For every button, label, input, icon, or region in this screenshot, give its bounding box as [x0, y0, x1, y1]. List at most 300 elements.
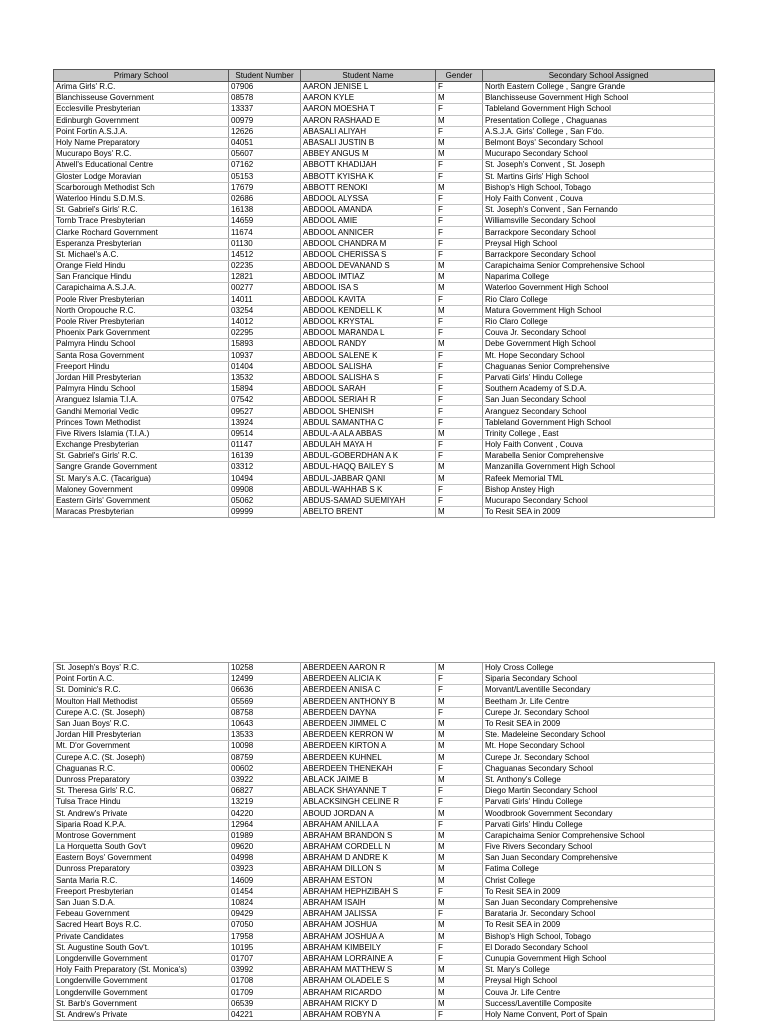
gender-cell: F [436, 1009, 483, 1020]
table-row [54, 663, 715, 674]
student-name-cell: ABDOOL AMANDA [301, 205, 436, 216]
student-number-cell: 10258 [229, 663, 301, 674]
gender-cell: M [436, 987, 483, 998]
student-number-cell: 13924 [229, 417, 301, 428]
student-number-cell: 03254 [229, 305, 301, 316]
table-row [54, 305, 715, 316]
student-number-cell: 13219 [229, 797, 301, 808]
table-row [54, 909, 715, 920]
primary-school-cell: St. Joseph's Boys' R.C. [54, 663, 229, 674]
primary-school-cell: Clarke Rochard Government [54, 227, 229, 238]
secondary-school-cell: Carapichaima Senior Comprehensive School [483, 830, 715, 841]
gender-cell: M [436, 696, 483, 707]
student-name-cell: ABDOOL KRYSTAL [301, 316, 436, 327]
gender-cell: F [436, 238, 483, 249]
student-number-cell: 10098 [229, 741, 301, 752]
student-number-cell: 05153 [229, 171, 301, 182]
primary-school-cell: Private Candidates [54, 931, 229, 942]
table-row [54, 864, 715, 875]
secondary-school-cell: Mucurapo Secondary School [483, 149, 715, 160]
gender-cell: M [436, 507, 483, 518]
table-row [54, 149, 715, 160]
primary-school-cell: Freeport Hindu [54, 361, 229, 372]
primary-school-cell: Five Rivers Islamia (T.I.A.) [54, 428, 229, 439]
student-name-cell: ABDOOL SARAH [301, 384, 436, 395]
primary-school-cell: Tulsa Trace Hindu [54, 797, 229, 808]
primary-school-cell: Ecclesville Presbyterian [54, 104, 229, 115]
primary-school-cell: Mucurapo Boys' R.C. [54, 149, 229, 160]
student-number-cell: 00979 [229, 115, 301, 126]
table-row [54, 830, 715, 841]
table-row [54, 160, 715, 171]
primary-school-cell: Gandhi Memorial Vedic [54, 406, 229, 417]
secondary-school-cell: Bishop Anstey High [483, 484, 715, 495]
table-row [54, 886, 715, 897]
secondary-school-cell: Holy Faith Convent , Couva [483, 193, 715, 204]
secondary-school-cell: Preysal High School [483, 976, 715, 987]
secondary-school-cell: Cunupia Government High School [483, 953, 715, 964]
gender-cell: M [436, 897, 483, 908]
student-name-cell: ABDOOL ANNICER [301, 227, 436, 238]
student-name-cell: ABLACK JAIME B [301, 774, 436, 785]
primary-school-cell: Edinburgh Government [54, 115, 229, 126]
table-row [54, 328, 715, 339]
student-number-cell: 03922 [229, 774, 301, 785]
table-row [54, 272, 715, 283]
header-secondary-school: Secondary School Assigned [483, 70, 715, 82]
table-row [54, 987, 715, 998]
primary-school-cell: Holy Faith Preparatory (St. Monica's) [54, 965, 229, 976]
gender-cell: F [436, 361, 483, 372]
secondary-school-cell: Parvati Girls' Hindu College [483, 819, 715, 830]
primary-school-cell: Arima Girls' R.C. [54, 82, 229, 93]
primary-school-cell: Carapichaima A.S.J.A. [54, 283, 229, 294]
primary-school-cell: Longdenville Government [54, 976, 229, 987]
table-row [54, 115, 715, 126]
primary-school-cell: Chaguanas R.C. [54, 763, 229, 774]
secondary-school-cell: Matura Government High School [483, 305, 715, 316]
gender-cell: F [436, 953, 483, 964]
primary-school-cell: St. Gabriel's Girls' R.C. [54, 451, 229, 462]
primary-school-cell: Blanchisseuse Government [54, 93, 229, 104]
table-row [54, 171, 715, 182]
student-number-cell: 10824 [229, 897, 301, 908]
table-row [54, 853, 715, 864]
student-number-cell: 08578 [229, 93, 301, 104]
student-number-cell: 06827 [229, 786, 301, 797]
student-number-cell: 02235 [229, 261, 301, 272]
table-row [54, 808, 715, 819]
student-number-cell: 10195 [229, 942, 301, 953]
primary-school-cell: North Oropouche R.C. [54, 305, 229, 316]
secondary-school-cell: Parvati Girls' Hindu College [483, 372, 715, 383]
table-row [54, 261, 715, 272]
student-number-cell: 07050 [229, 920, 301, 931]
student-number-cell: 15893 [229, 339, 301, 350]
secondary-school-cell: Bishop's High School, Tobago [483, 182, 715, 193]
gender-cell: M [436, 462, 483, 473]
primary-school-cell: Point Fortin A.S.J.A. [54, 126, 229, 137]
student-number-cell: 03992 [229, 965, 301, 976]
secondary-school-cell: Rio Claro College [483, 316, 715, 327]
table-row [54, 126, 715, 137]
student-number-cell: 13533 [229, 730, 301, 741]
table-row [54, 685, 715, 696]
student-number-cell: 07906 [229, 82, 301, 93]
secondary-school-cell: Diego Martin Secondary School [483, 786, 715, 797]
primary-school-cell: St. Augustine South Gov't. [54, 942, 229, 953]
student-number-cell: 01454 [229, 886, 301, 897]
primary-school-cell: St. Theresa Girls' R.C. [54, 786, 229, 797]
secondary-school-cell: Chaguanas Senior Comprehensive [483, 361, 715, 372]
gender-cell: F [436, 126, 483, 137]
secondary-school-cell: Couva Jr. Secondary School [483, 328, 715, 339]
student-number-cell: 09527 [229, 406, 301, 417]
secondary-school-cell: Carapichaima Senior Comprehensive School [483, 261, 715, 272]
student-name-cell: ABRAHAM ROBYN A [301, 1009, 436, 1020]
secondary-school-cell: To Resit SEA in 2009 [483, 507, 715, 518]
table-row [54, 82, 715, 93]
header-gender: Gender [436, 70, 483, 82]
student-name-cell: ABDOOL RANDY [301, 339, 436, 350]
primary-school-cell: Point Fortin A.C. [54, 674, 229, 685]
header-row [54, 70, 715, 82]
table-row [54, 875, 715, 886]
student-number-cell: 03312 [229, 462, 301, 473]
student-name-cell: ABLACK SHAYANNE T [301, 786, 436, 797]
table-row [54, 674, 715, 685]
gender-cell: F [436, 440, 483, 451]
primary-school-cell: St. Michael's A.C. [54, 249, 229, 260]
student-number-cell: 14512 [229, 249, 301, 260]
student-name-cell: ABERDEEN THENEKAH [301, 763, 436, 774]
student-name-cell: ABDOOL MARANDA L [301, 328, 436, 339]
student-name-cell: ABDOOL KAVITA [301, 294, 436, 305]
student-number-cell: 09999 [229, 507, 301, 518]
table-row [54, 440, 715, 451]
table-row [54, 283, 715, 294]
student-name-cell: ABDOOL CHERISSA S [301, 249, 436, 260]
gender-cell: F [436, 171, 483, 182]
table-row [54, 238, 715, 249]
secondary-school-cell: St. Mary's College [483, 965, 715, 976]
student-number-cell: 16139 [229, 451, 301, 462]
header-primary-school: Primary School [54, 70, 229, 82]
table-row [54, 193, 715, 204]
student-number-cell: 06636 [229, 685, 301, 696]
table-row [54, 417, 715, 428]
table-row [54, 372, 715, 383]
gender-cell: M [436, 261, 483, 272]
secondary-school-cell: Naparima College [483, 272, 715, 283]
table-row [54, 182, 715, 193]
primary-school-cell: Maloney Government [54, 484, 229, 495]
student-name-cell: ABRAHAM BRANDON S [301, 830, 436, 841]
secondary-school-cell: To Resit SEA in 2009 [483, 886, 715, 897]
gender-cell: F [436, 160, 483, 171]
student-name-cell: ABDOOL SALISHA [301, 361, 436, 372]
primary-school-cell: St. Dominic's R.C. [54, 685, 229, 696]
secondary-school-cell: Siparia Secondary School [483, 674, 715, 685]
student-name-cell: ABELTO BRENT [301, 507, 436, 518]
gender-cell: M [436, 182, 483, 193]
secondary-school-cell: Tableland Government High School [483, 104, 715, 115]
student-name-cell: ABRAHAM ESTON [301, 875, 436, 886]
table-row [54, 741, 715, 752]
secondary-school-cell: San Juan Secondary Comprehensive [483, 853, 715, 864]
student-number-cell: 02295 [229, 328, 301, 339]
gender-cell: F [436, 786, 483, 797]
table-row [54, 104, 715, 115]
secondary-school-cell: Parvati Girls' Hindu College [483, 797, 715, 808]
secondary-school-cell: Beetham Jr. Life Centre [483, 696, 715, 707]
student-number-cell: 04220 [229, 808, 301, 819]
student-number-cell: 12626 [229, 126, 301, 137]
gender-cell: F [436, 942, 483, 953]
secondary-school-cell: Holy Faith Convent , Couva [483, 440, 715, 451]
gender-cell: M [436, 864, 483, 875]
student-name-cell: ABERDEEN KIRTON A [301, 741, 436, 752]
primary-school-cell: Atwell's Educational Centre [54, 160, 229, 171]
secondary-school-cell: To Resit SEA in 2009 [483, 920, 715, 931]
gender-cell: M [436, 137, 483, 148]
student-number-cell: 10643 [229, 718, 301, 729]
primary-school-cell: St. Barb's Government [54, 998, 229, 1009]
student-name-cell: ABDOOL CHANDRA M [301, 238, 436, 249]
primary-school-cell: Dunross Preparatory [54, 774, 229, 785]
gender-cell: M [436, 93, 483, 104]
gender-cell: F [436, 395, 483, 406]
student-name-cell: ABERDEEN ANISA C [301, 685, 436, 696]
gender-cell: M [436, 741, 483, 752]
student-number-cell: 04221 [229, 1009, 301, 1020]
gender-cell: M [436, 115, 483, 126]
student-name-cell: ABRAHAM ISAIH [301, 897, 436, 908]
gender-cell: F [436, 193, 483, 204]
gender-cell: F [436, 707, 483, 718]
student-number-cell: 14011 [229, 294, 301, 305]
secondary-school-cell: Ste. Madeleine Secondary School [483, 730, 715, 741]
student-number-cell: 01709 [229, 987, 301, 998]
secondary-school-cell: Barataria Jr. Secondary School [483, 909, 715, 920]
student-number-cell: 14659 [229, 216, 301, 227]
student-number-cell: 08759 [229, 752, 301, 763]
student-number-cell: 00277 [229, 283, 301, 294]
primary-school-cell: Longdenville Government [54, 953, 229, 964]
table-row [54, 93, 715, 104]
student-number-cell: 02686 [229, 193, 301, 204]
student-number-cell: 01989 [229, 830, 301, 841]
gender-cell: M [436, 283, 483, 294]
table-row [54, 965, 715, 976]
secondary-school-cell: Woodbrook Government Secondary [483, 808, 715, 819]
primary-school-cell: Maracas Presbyterian [54, 507, 229, 518]
student-number-cell: 09514 [229, 428, 301, 439]
gender-cell: F [436, 294, 483, 305]
secondary-school-cell: Tableland Government High School [483, 417, 715, 428]
student-number-cell: 09620 [229, 842, 301, 853]
secondary-school-cell: Holy Name Convent, Port of Spain [483, 1009, 715, 1020]
secondary-school-cell: Williamsville Secondary School [483, 216, 715, 227]
table-row [54, 249, 715, 260]
student-number-cell: 05607 [229, 149, 301, 160]
primary-school-cell: Sacred Heart Boys R.C. [54, 920, 229, 931]
table-row [54, 473, 715, 484]
table-row [54, 294, 715, 305]
student-name-cell: ABOUD JORDAN A [301, 808, 436, 819]
student-name-cell: ABDOOL IMTIAZ [301, 272, 436, 283]
student-name-cell: ABDUL-HAQQ BAILEY S [301, 462, 436, 473]
primary-school-cell: Tornb Trace Presbyterian [54, 216, 229, 227]
student-name-cell: ABDOOL SALISHA S [301, 372, 436, 383]
student-number-cell: 17958 [229, 931, 301, 942]
table-row [54, 451, 715, 462]
secondary-school-cell: Debe Government High School [483, 339, 715, 350]
student-name-cell: ABDUL-GOBERDHAN A K [301, 451, 436, 462]
gender-cell: M [436, 752, 483, 763]
student-number-cell: 01708 [229, 976, 301, 987]
student-name-cell: ABRAHAM DILLON S [301, 864, 436, 875]
student-name-cell: ABDUL-WAHHAB S K [301, 484, 436, 495]
secondary-school-cell: St. Joseph's Convent , St. Joseph [483, 160, 715, 171]
secondary-school-cell: St. Joseph's Convent , San Fernando [483, 205, 715, 216]
assignment-table-1 [53, 69, 715, 518]
student-name-cell: ABERDEEN AARON R [301, 663, 436, 674]
table-2-body [54, 663, 715, 1021]
student-number-cell: 12964 [229, 819, 301, 830]
secondary-school-cell: Barrackpore Secondary School [483, 249, 715, 260]
student-number-cell: 14609 [229, 875, 301, 886]
student-number-cell: 15894 [229, 384, 301, 395]
gender-cell: M [436, 305, 483, 316]
student-name-cell: ABDOOL ALYSSA [301, 193, 436, 204]
table-row [54, 942, 715, 953]
secondary-school-cell: San Juan Secondary Comprehensive [483, 897, 715, 908]
primary-school-cell: Palmyra Hindu School [54, 339, 229, 350]
gender-cell: F [436, 316, 483, 327]
gender-cell: M [436, 149, 483, 160]
primary-school-cell: Curepe A.C. (St. Joseph) [54, 707, 229, 718]
student-name-cell: ABRAHAM OLADELE S [301, 976, 436, 987]
student-name-cell: ABRAHAM LORRAINE A [301, 953, 436, 964]
table-row [54, 819, 715, 830]
student-name-cell: ABRAHAM KIMBEILY [301, 942, 436, 953]
gender-cell: F [436, 495, 483, 506]
student-name-cell: ABDOOL DEVANAND S [301, 261, 436, 272]
student-number-cell: 09429 [229, 909, 301, 920]
student-number-cell: 01404 [229, 361, 301, 372]
primary-school-cell: Aranguez Islamia T.I.A. [54, 395, 229, 406]
gender-cell: F [436, 328, 483, 339]
secondary-school-cell: Southern Academy of S.D.A. [483, 384, 715, 395]
student-number-cell: 03923 [229, 864, 301, 875]
student-name-cell: ABDUL SAMANTHA C [301, 417, 436, 428]
table-row [54, 897, 715, 908]
student-name-cell: ABBEY ANGUS M [301, 149, 436, 160]
gender-cell: F [436, 451, 483, 462]
student-number-cell: 14012 [229, 316, 301, 327]
primary-school-cell: Poole River Presbyterian [54, 294, 229, 305]
table-row [54, 718, 715, 729]
secondary-school-cell: Fatima College [483, 864, 715, 875]
table-1-body [54, 82, 715, 518]
secondary-school-cell: Waterloo Government High School [483, 283, 715, 294]
secondary-school-cell: Christ College [483, 875, 715, 886]
student-name-cell: ABERDEEN DAYNA [301, 707, 436, 718]
primary-school-cell: Palmyra Hindu School [54, 384, 229, 395]
table-row [54, 227, 715, 238]
student-number-cell: 05062 [229, 495, 301, 506]
student-number-cell: 06539 [229, 998, 301, 1009]
table-row [54, 462, 715, 473]
table-row [54, 484, 715, 495]
student-name-cell: ABASALI JUSTIN B [301, 137, 436, 148]
primary-school-cell: Esperanza Presbyterian [54, 238, 229, 249]
secondary-school-cell: Aranguez Secondary School [483, 406, 715, 417]
table-row [54, 998, 715, 1009]
secondary-school-cell: St. Martins Girls' High School [483, 171, 715, 182]
secondary-school-cell: Holy Cross College [483, 663, 715, 674]
table-row [54, 339, 715, 350]
primary-school-cell: La Horquetta South Gov't [54, 842, 229, 853]
student-name-cell: ABDUL-JABBAR QANI [301, 473, 436, 484]
student-name-cell: AARON KYLE [301, 93, 436, 104]
primary-school-cell: Freeport Presbyterian [54, 886, 229, 897]
gender-cell: F [436, 216, 483, 227]
primary-school-cell: St. Andrew's Private [54, 1009, 229, 1020]
primary-school-cell: St. Mary's A.C. (Tacarigua) [54, 473, 229, 484]
gender-cell: M [436, 842, 483, 853]
secondary-school-cell: Rafeek Memorial TML [483, 473, 715, 484]
primary-school-cell: Poole River Presbyterian [54, 316, 229, 327]
table-row [54, 137, 715, 148]
secondary-school-cell: Manzanilla Government High School [483, 462, 715, 473]
student-name-cell: ABASALI ALIYAH [301, 126, 436, 137]
table-row [54, 507, 715, 518]
primary-school-cell: Princes Town Methodist [54, 417, 229, 428]
table-row [54, 1009, 715, 1020]
student-number-cell: 04998 [229, 853, 301, 864]
student-number-cell: 01707 [229, 953, 301, 964]
student-name-cell: ABERDEEN JIMMEL C [301, 718, 436, 729]
primary-school-cell: Santa Maria R.C. [54, 875, 229, 886]
student-number-cell: 05569 [229, 696, 301, 707]
student-name-cell: ABDOOL AMIE [301, 216, 436, 227]
student-name-cell: ABLACKSINGH CELINE R [301, 797, 436, 808]
primary-school-cell: Gloster Lodge Moravian [54, 171, 229, 182]
gender-cell: M [436, 473, 483, 484]
primary-school-cell: Exchange Presbyterian [54, 440, 229, 451]
primary-school-cell: Siparia Road K.P.A. [54, 819, 229, 830]
gender-cell: F [436, 674, 483, 685]
header-student-number: Student Number [229, 70, 301, 82]
gender-cell: F [436, 350, 483, 361]
gender-cell: M [436, 663, 483, 674]
secondary-school-cell: Rio Claro College [483, 294, 715, 305]
table-row [54, 428, 715, 439]
secondary-school-cell: Five Rivers Secondary School [483, 842, 715, 853]
gender-cell: F [436, 104, 483, 115]
secondary-school-cell: San Juan Secondary School [483, 395, 715, 406]
gender-cell: F [436, 797, 483, 808]
gender-cell: M [436, 774, 483, 785]
secondary-school-cell: A.S.J.A. Girls' College , San F'do. [483, 126, 715, 137]
secondary-school-cell: El Dorado Secondary School [483, 942, 715, 953]
gender-cell: F [436, 205, 483, 216]
table-row [54, 384, 715, 395]
secondary-school-cell: Marabella Senior Comprehensive [483, 451, 715, 462]
secondary-school-cell: Belmont Boys' Secondary School [483, 137, 715, 148]
